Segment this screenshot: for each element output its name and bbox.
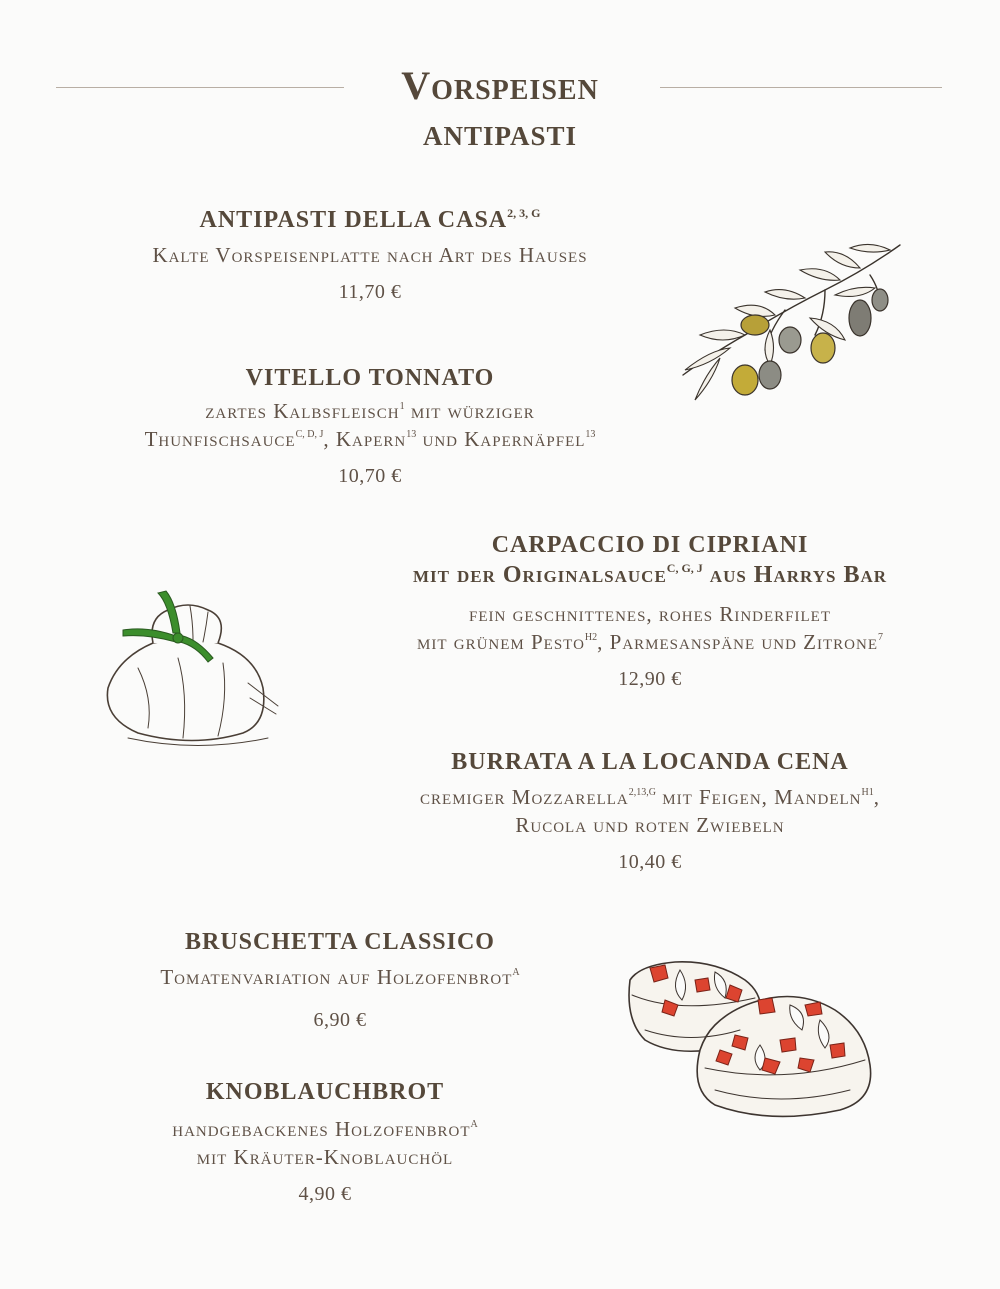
dish-name: CARPACCIO DI CIPRIANI [491, 532, 809, 558]
dish-description: fein geschnittenes, rohes Rinderfilet mit grünem Pesto$^{H2}$, Parmesanspäne und Zitrone$^7$ [417, 602, 883, 654]
dish-price: 10,70 € [338, 465, 402, 487]
dish-burrata [330, 747, 970, 874]
dish-description: Tomatenvariation auf Holzofenbrot$^A$ [160, 965, 520, 989]
dish-description: zartes Kalbsfleisch$^1$ mit würziger Thunfischsauce$^{C, D, J}$, Kapern$^{13}$ und Kapernäpfel$^{13}$ [144, 399, 596, 451]
dish-price: 6,90 € [313, 1009, 367, 1031]
dish-description: cremiger Mozzarella$^{2,13,G}$ mit Feigen, Mandeln$^{H1}$, Rucola und roten Zwiebeln [420, 785, 880, 837]
dish-antipasti-della-casa [40, 205, 700, 304]
dish-price: 12,90 € [618, 668, 682, 690]
dish-price: 10,40 € [618, 851, 682, 873]
dish-name: ANTIPASTI DELLA $CASA^{2, 3, G}$ [199, 206, 541, 233]
dish-name: KNOBLAUCHBROT [205, 1079, 445, 1105]
dish-name: BURRATA A LA LOCANDA CENA [451, 749, 849, 775]
dish-price: 11,70 € [338, 281, 402, 303]
dish-description: Kalte Vorspeisenplatte nach Art des Hauses [152, 243, 588, 267]
dish-description: handgebackenes Holzofenbrot$^A$ mit Kräuter-Knoblauchöl [172, 1117, 478, 1169]
dish-name-subline: mit der Originalsauce$^{C, G, J}$ aus Harrys Bar [412, 561, 887, 588]
dish-carpaccio-di-cipriani [330, 530, 970, 691]
burrata-icon [98, 588, 293, 748]
page-title: Vorspeisen [401, 63, 599, 108]
dish-name: BRUSCHETTA CLASSICO [185, 929, 495, 955]
dish-price: 4,90 € [298, 1183, 352, 1205]
dish-knoblauchbrot [40, 1077, 610, 1206]
dish-name: VITELLO TONNATO [245, 365, 495, 391]
dish-bruschetta-classico [40, 927, 640, 1032]
page-subtitle: ANTIPASTI [422, 121, 578, 151]
bruschetta-icon [620, 950, 880, 1125]
dish-vitello-tonnato [40, 363, 700, 488]
olive-branch-icon [675, 240, 910, 415]
